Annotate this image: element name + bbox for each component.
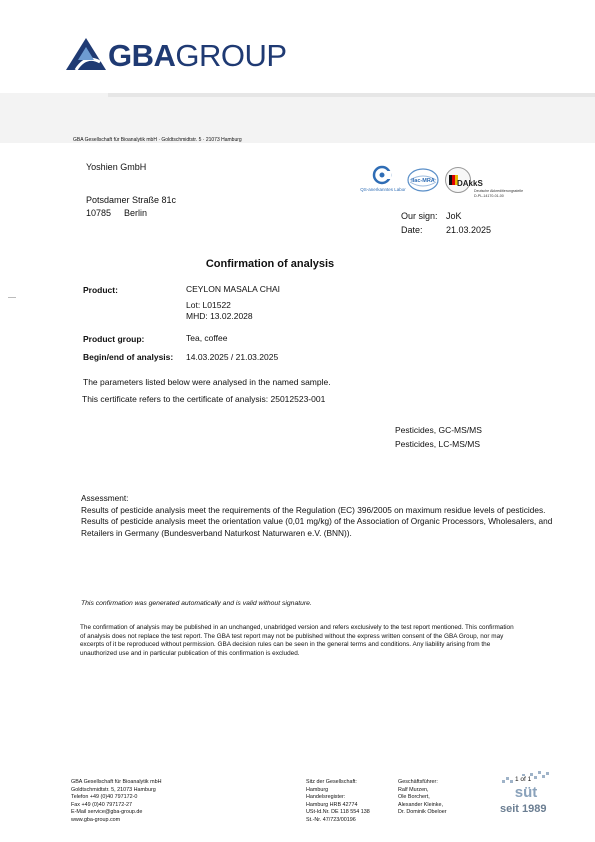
recipient-city: Berlin bbox=[124, 208, 148, 218]
company-logo bbox=[108, 37, 287, 75]
svg-text:süt: süt bbox=[514, 784, 538, 800]
statement-parameters: The parameters listed below were analysed in the named sample. bbox=[83, 377, 331, 387]
our-sign-label: Our sign: bbox=[401, 211, 438, 221]
auto-generated-note: This confirmation was generated automatically and is valid without signature. bbox=[81, 600, 312, 607]
qs-badge-label: QS-anerkanntes Labor bbox=[360, 187, 406, 192]
fold-mark bbox=[8, 297, 16, 298]
recipient-street: Potsdamer Straße 81c bbox=[86, 195, 177, 205]
gba-triangle-logo-icon bbox=[66, 38, 106, 70]
analysis-period-value: 14.03.2025 / 21.03.2025 bbox=[186, 352, 279, 362]
product-label: Product: bbox=[83, 285, 118, 295]
footer-company: GBA Gesellschaft für Bioanalytik mbH Goldtschmidtstr. 5, 21073 Hamburg Telefon +49 (0)40 797172-0 Fax +49 (0)40 797172-27 E-Mail service@gba-group.de www.gba-group.com bbox=[71, 779, 162, 823]
header-band-line bbox=[108, 93, 595, 97]
date-label: Date: bbox=[401, 225, 423, 235]
footer-registry: Sitz der Gesellschaft: Hamburg Handelsregister: Hamburg HRB 42774 USt-Id.Nr. DE 118 554 138 St.-Nr. 47/723/00196 bbox=[306, 779, 370, 823]
seit-1989-label: seit 1989 bbox=[500, 803, 547, 815]
statement-certificate: This certificate refers to the certificate of analysis: 25012523-001 bbox=[82, 394, 326, 404]
analysis-period-label: Begin/end of analysis: bbox=[83, 352, 174, 362]
qs-anerkanntes-labor-icon bbox=[367, 165, 397, 189]
page-number: 1 of 1 bbox=[515, 776, 532, 783]
footer-management: Geschäftsführer: Ralf Murzen, Ole Borchert, Alexander Kleinke, Dr. Dominik Obeloer bbox=[398, 779, 447, 816]
mhd-value: MHD: 13.02.2028 bbox=[186, 311, 253, 321]
assessment-heading: Assessment: bbox=[81, 493, 129, 503]
ilac-mra-text: ilac-MRA bbox=[411, 178, 435, 184]
page-title: Confirmation of analysis bbox=[205, 258, 335, 270]
method-item: Pesticides, GC-MS/MS bbox=[395, 425, 482, 435]
ilac-mra-icon bbox=[407, 168, 439, 192]
sut-logo-icon bbox=[500, 770, 552, 800]
assessment-paragraph: Results of pesticide analysis meet the orientation value (0,01 mg/kg) of the Association of Organic Processors, Wholesalers, and Retailers in Germany (Bundesverband Naturkost Naturwaren e.V. (BNN)). bbox=[81, 516, 553, 538]
assessment-paragraph: Results of pesticide analysis meet the requirements of the Regulation (EC) 396/2005 on maximum residue levels of pesticides. bbox=[81, 504, 546, 515]
product-group-value: Tea, coffee bbox=[186, 333, 228, 343]
recipient-name: Yoshien GmbH bbox=[86, 162, 147, 172]
logo-group: GROUP bbox=[175, 38, 287, 73]
product-group-label: Product group: bbox=[83, 334, 145, 344]
our-sign-value: JoK bbox=[446, 211, 462, 221]
method-item: Pesticides, LC-MS/MS bbox=[395, 439, 481, 449]
dakks-sub: Deutsche Akkreditierungsstelle D-PL-14170-01-00 bbox=[474, 189, 524, 198]
dakks-label: DAkkS bbox=[457, 179, 483, 188]
sender-line: GBA Gesellschaft für Bioanalytik mbH · Goldtschmidtstr. 5 · 21073 Hamburg bbox=[73, 137, 242, 143]
lot-value: Lot: L01522 bbox=[186, 300, 231, 310]
product-value: CEYLON MASALA CHAI bbox=[186, 284, 281, 294]
legal-notice: The confirmation of analysis may be published in an unchanged, unabridged version and refers exclusively to the test report mentioned. This confirmation of analysis does not replace the test report. The GBA test report may not be published without the express written consent of the GBA Group, nor may excerpts of it be reproduced without permission. GBA decision rules can be seen in the general terms and conditions. Any liability arising from the unauthorized use and in particular publication of this confirmation is excluded. bbox=[80, 624, 514, 657]
header-band bbox=[0, 93, 595, 143]
recipient-zip: 10785 bbox=[86, 208, 112, 218]
logo-gba: GBA bbox=[108, 38, 176, 73]
assessment-block bbox=[81, 493, 556, 539]
date-value: 21.03.2025 bbox=[446, 225, 492, 235]
